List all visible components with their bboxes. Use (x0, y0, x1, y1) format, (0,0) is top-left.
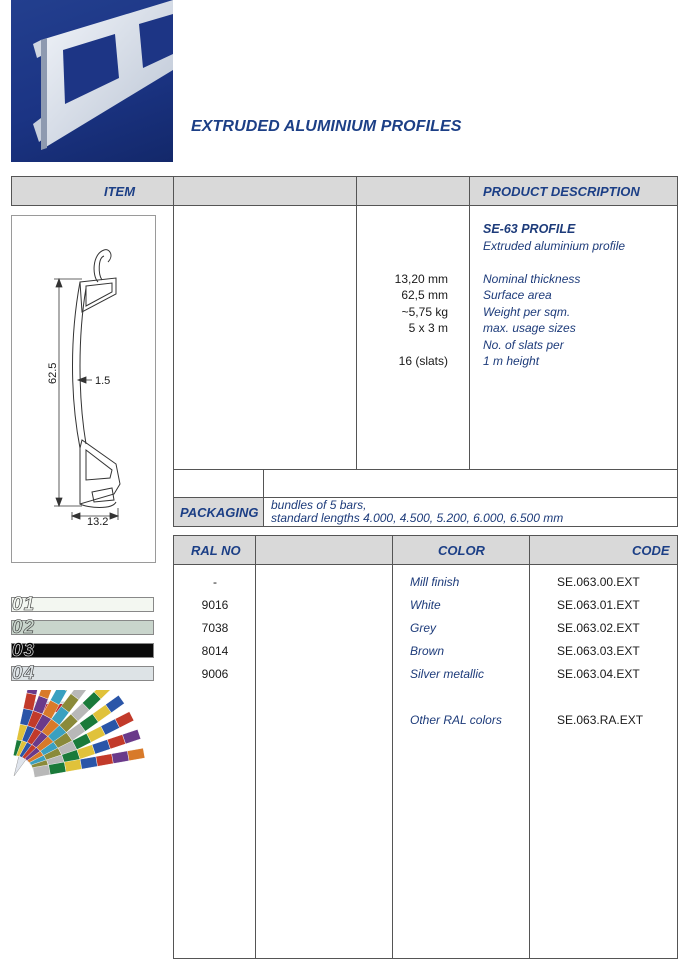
swatch-number: 02 (12, 617, 36, 638)
spec-label: 1 m height (483, 354, 540, 368)
packaging-label: PACKAGING (180, 505, 259, 520)
color-name: Silver metallic (410, 667, 485, 681)
color-name: White (410, 598, 441, 612)
color-name: Grey (410, 621, 437, 635)
fan-chip (107, 734, 125, 749)
spec-label: Weight per sqm. (483, 305, 571, 319)
ral-number: 8014 (201, 644, 229, 658)
divider (356, 176, 357, 206)
divider (392, 535, 393, 959)
fan-chip (127, 748, 144, 761)
product-description-header: PRODUCT DESCRIPTION (483, 184, 640, 199)
color-table-header (173, 535, 678, 565)
ral-header: RAL NO (191, 543, 241, 558)
divider (356, 205, 357, 470)
profile-photo (11, 0, 173, 162)
spec-value: 62,5 mm (401, 288, 448, 302)
spec-label: Nominal thickness (483, 272, 581, 286)
color-name: Mill finish (410, 575, 460, 589)
spec-label: Surface area (483, 288, 552, 302)
swatch-number: 03 (12, 640, 36, 661)
swatch-number: 01 (12, 594, 36, 615)
packaging-line-1: bundles of 5 bars, (271, 498, 367, 512)
ral-number: 7038 (201, 621, 229, 635)
ral-color-fan-image (6, 690, 158, 782)
ral-number: 9016 (201, 598, 229, 612)
color-header: COLOR (438, 543, 485, 558)
height-dimension: 62.5 (47, 362, 59, 384)
divider (469, 176, 470, 206)
spec-value: ~5,75 kg (401, 305, 448, 319)
divider (173, 176, 174, 206)
ral-number: - (213, 575, 217, 589)
item-header: ITEM (104, 184, 136, 199)
spec-value: 16 (slats) (398, 354, 448, 368)
spec-value: 5 x 3 m (408, 321, 448, 335)
profile-name: SE-63 PROFILE (483, 222, 576, 236)
packaging-spacer-row (173, 469, 678, 498)
fan-chip (122, 729, 140, 744)
spec-label: max. usage sizes (483, 321, 576, 335)
divider (469, 205, 470, 470)
color-code: SE.063.01.EXT (557, 598, 640, 612)
spec-label: No. of slats per (483, 338, 564, 352)
code-header: CODE (632, 543, 670, 558)
width-dimension: 13.2 (87, 516, 109, 528)
color-name: Other RAL colors (410, 713, 502, 727)
color-code: SE.063.RA.EXT (557, 713, 644, 727)
fan-chip (96, 754, 113, 767)
divider (529, 535, 530, 959)
color-code: SE.063.04.EXT (557, 667, 640, 681)
thickness-dimension: 1.5 (95, 375, 111, 387)
swatch-number: 04 (12, 663, 36, 684)
fan-chip (92, 740, 110, 755)
color-name: Brown (410, 644, 445, 658)
fan-chip (112, 751, 129, 764)
profile-drawing (11, 215, 156, 563)
ral-number: 9006 (201, 667, 229, 681)
color-code: SE.063.03.EXT (557, 644, 640, 658)
profile-subtitle: Extruded aluminium profile (483, 239, 626, 253)
color-code: SE.063.02.EXT (557, 621, 640, 635)
packaging-line-2: standard lengths 4.000, 4.500, 5.200, 6.000, 6.500 mm (271, 511, 564, 525)
page-title: EXTRUDED ALUMINIUM PROFILES (191, 118, 462, 135)
spec-value: 13,20 mm (394, 272, 448, 286)
color-code: SE.063.00.EXT (557, 575, 640, 589)
